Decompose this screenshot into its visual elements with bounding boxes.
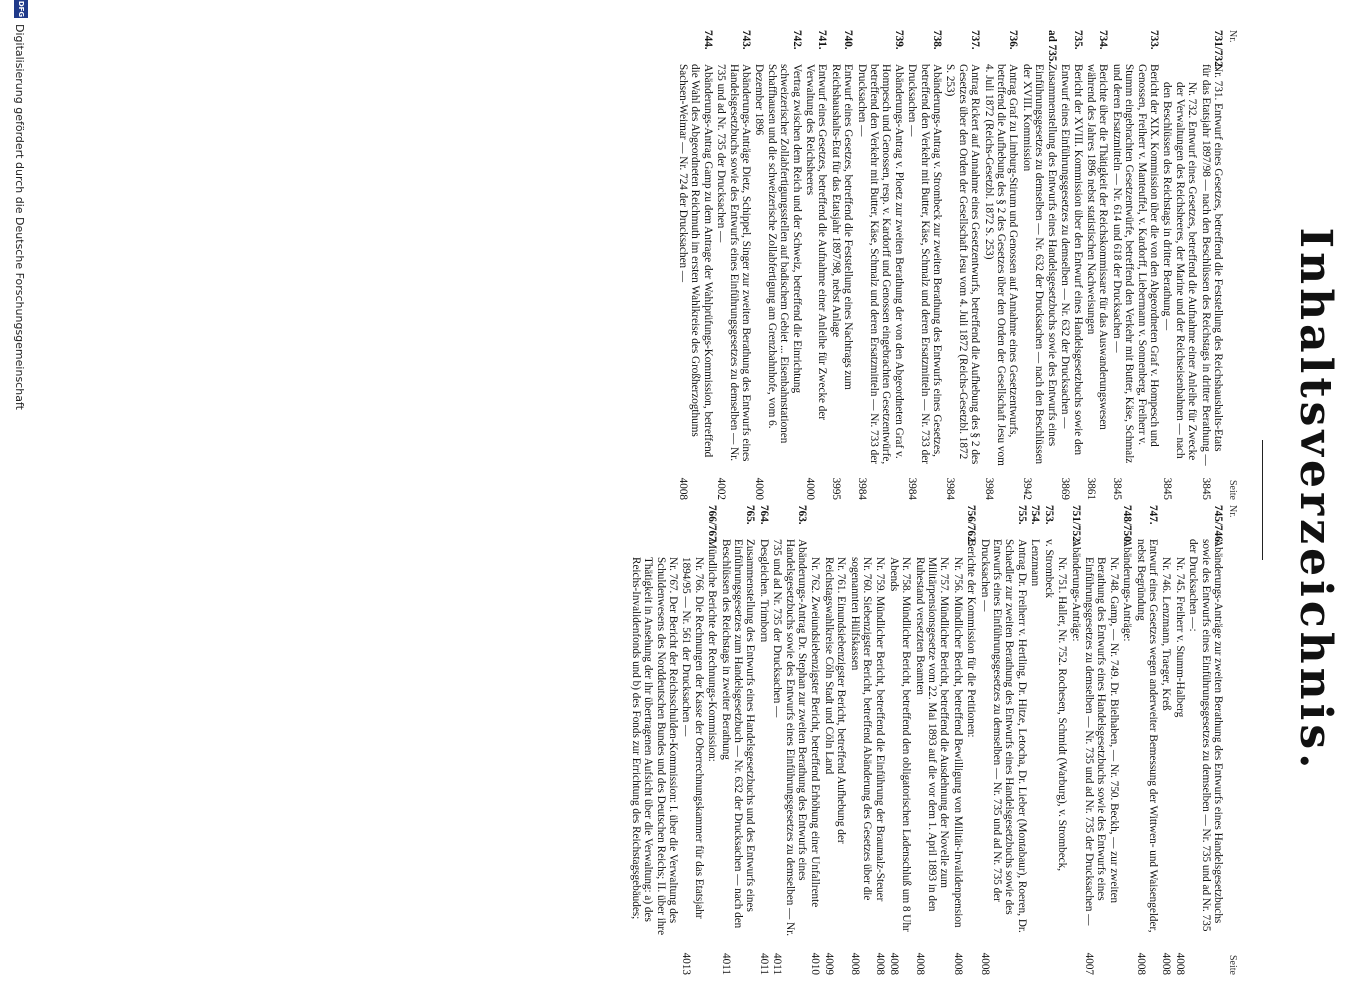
toc-entry bbox=[1059, 30, 1084, 500]
entry-number: 741. bbox=[816, 30, 829, 50]
entry-text: Nr. 759. Mündlicher Bericht, betreffend die Einführung der Braumalz-Steuer bbox=[874, 557, 887, 902]
entry-text: Nr. 757. Mündlicher Bericht, betreffend die Ausdehnung der Novelle zum Militärpensionsgesetze vom 22. Mai 1893 auf die vor dem 1. April 1893 in den Ruhestand versetzten Beamten bbox=[913, 557, 951, 912]
entry-text: Nr. 762. Zweiundsiebenzigster Bericht, betreffend Erhöhung einer Unfallrente bbox=[809, 557, 822, 908]
toc-entry bbox=[1187, 505, 1224, 975]
column-header bbox=[1224, 30, 1238, 500]
dfg-logo: DFG bbox=[14, 0, 28, 18]
entry-page: 4008 bbox=[1173, 952, 1186, 975]
entry-text: Nr. 756. Mündlicher Bericht, betreffend Bewilligung von Militär-Invalidenpension bbox=[951, 557, 964, 928]
entry-number: ad 735. bbox=[1045, 30, 1058, 65]
entry-text: Nr. 731. Entwurf eines Gesetzes, betreffend die Feststellung des Reichshaushalts-Etats für das Etatsjahr 1897/98 — nach den Beschlüssen des Reichstags in dritter Berathung — bbox=[1199, 64, 1224, 466]
entry-page: 3845 bbox=[1199, 477, 1212, 500]
entry-number: 747. bbox=[1146, 505, 1159, 525]
nr-header: Nr. bbox=[1227, 505, 1238, 518]
entry-number: 738. bbox=[931, 30, 944, 50]
entry-text: Zusammenstellung des Entwurfs eines Handelsgesetzbuchs sowie des Entwurfs eines Einführungsgesetzes zu demselben — Nr. 632 der Drucksachen — nach den Beschlüssen der XVIII. Kommission bbox=[1020, 64, 1058, 465]
entry-page: 4008 bbox=[887, 952, 900, 975]
toc-entry bbox=[1056, 505, 1068, 975]
entry-text: Nr. 746. Lenzmann, Traeger, Kreß bbox=[1160, 557, 1173, 711]
entry-page: 3995 bbox=[829, 477, 842, 500]
toc-entry bbox=[629, 505, 679, 975]
entry-number: 742. bbox=[790, 30, 803, 50]
entry-text: Mündliche Berichte der Rechnungs-Kommission: bbox=[706, 539, 719, 762]
entry-number: 740. bbox=[842, 30, 855, 50]
entry-text: Nr. 732. Entwurf eines Gesetzes, betreffend die Aufnahme einer Anleihe für Zwecke der Verwaltungen des Reichsheeres, der Marine und der Reichseisenbahnen — nach den Beschlüssen des Reichstags in dritter Berathung — bbox=[1161, 82, 1199, 461]
title-divider bbox=[1262, 440, 1263, 560]
entry-page: 4010 bbox=[809, 952, 822, 975]
toc-entry bbox=[829, 30, 854, 500]
entry-page: 3845 bbox=[1110, 477, 1123, 500]
entry-page: 4008 bbox=[951, 952, 964, 975]
toc-entry bbox=[1134, 505, 1159, 975]
entry-number: 756/762. bbox=[965, 505, 978, 545]
toc-entry bbox=[757, 505, 769, 975]
entry-number: 739. bbox=[892, 30, 905, 50]
toc-entry bbox=[978, 505, 1028, 975]
toc-entry bbox=[809, 505, 821, 975]
entry-number: 763. bbox=[796, 505, 808, 525]
entry-page: 3984 bbox=[944, 477, 957, 500]
entry-number: 735. bbox=[1071, 30, 1084, 50]
entry-text: v. Strombeck bbox=[1042, 539, 1055, 598]
toc-entry bbox=[1161, 30, 1198, 500]
entry-text: Abänderungs-Antrag Gamp zu dem Antrage der Wahlprüfungs-Kommission, betreffend die Wahl des Abgeordneten Reichmuth im ersten Wahlkreise des Großherzogthums Sachsen-Weimar — Nr. 724 der Drucksachen — bbox=[676, 64, 714, 458]
entry-number: 734. bbox=[1097, 30, 1110, 50]
toc-entry bbox=[715, 30, 752, 500]
toc-entry bbox=[1042, 505, 1054, 975]
credit-text: Digitalisierung gefördert durch die Deutsche Forschungsgemeinschaft bbox=[13, 24, 26, 410]
entry-number: 765. bbox=[744, 505, 757, 525]
entry-number: 737. bbox=[969, 30, 982, 50]
entry-text: Entwurf eines Gesetzes, betreffend die Feststellung eines Nachtrags zum Reichshaushalts-Etat für das Etatsjahr 1897/98, nebst Anlage bbox=[829, 64, 855, 390]
entry-text: Antrag Rickert auf Annahme eines Gesetzentwurfs, betreffend die Aufhebung des § 2 des Gesetzes über den Orden der Gesellschaft Jesu vom 4. Juli 1872 (Reichs-Gesetzbl. 1872 S. 253) bbox=[944, 64, 982, 465]
entry-page: 4008 bbox=[1160, 952, 1173, 975]
entry-text: Nr. 745. Freiherr v. Stumm-Halberg bbox=[1173, 557, 1186, 718]
entry-number: 744. bbox=[701, 30, 714, 50]
toc-entry bbox=[771, 505, 808, 975]
toc-entry bbox=[804, 30, 829, 500]
toc-entry bbox=[1021, 30, 1058, 500]
entry-text: Antrag Graf zu Limburg-Stirum und Genossen auf Annahme eines Gesetzentwurfs, betreffend die Aufhebung des § 2 des Gesetzes über den Orden der Gesellschaft Jesu vom 4. Juli 1872 (Reichs-Gesetzbl. 1872 S. 253) bbox=[982, 64, 1020, 466]
entry-text: Bericht der XIX. Kommission über die von den Abgeordneten Graf v. Hompesch und Genossen, Freiherr v. Manteuffel, v. Kardorff, Liebermann v. Sonnenberg, Freiherr v. Stumm eingebrachten Gesetzentwürfe, betreffend den Verkehr mit Butter, Käse, Schmalz und deren Ersatzmitteln — Nr. 614 und 618 der Drucksachen — bbox=[1110, 64, 1160, 464]
entry-text: Vertrag zwischen dem Reich und der Schweiz, betreffend die Einrichtung schweizerischer Zollabfertigungsstellen auf badischem Gebiet ... Eisenbahnstationen Schaffhausen und die schweizerische Zollabfertigung am Grenzbahnhofe, vom 6. Dezember 1896 bbox=[753, 64, 803, 444]
toc-entry bbox=[677, 30, 714, 500]
entry-text: Abänderungs-Anträge: bbox=[1069, 539, 1082, 642]
entry-page: 4008 bbox=[978, 952, 991, 975]
toc-entry bbox=[680, 505, 705, 975]
entry-text: Abänderungs-Anträge: bbox=[1121, 539, 1134, 642]
entry-text: Nr. 758. Mündlicher Bericht, betreffend den obligatorischen Ladenschluß um 8 Uhr Abends bbox=[887, 557, 913, 932]
entry-page: 3861 bbox=[1084, 477, 1097, 500]
toc-entry bbox=[874, 505, 886, 975]
toc-entry bbox=[706, 505, 718, 975]
entry-number: 766/767. bbox=[706, 505, 719, 545]
toc-entry bbox=[822, 505, 847, 975]
toc-entry bbox=[848, 505, 873, 975]
toc-entry bbox=[855, 30, 905, 500]
entry-text: Lenzmann bbox=[1029, 539, 1042, 587]
entry-page: 4011 bbox=[719, 953, 732, 975]
entry-text: Nr. 748. Gamp, — Nr. 749. Dr. Bielhaben, — Nr. 750. Beckh, — zur zweiten Berathung des Entwurfs eines Handelsgesetzbuchs sowie des Entwurfs eines Einführungsgesetzes zu demselben — Nr. 735 und ad Nr. 735 der Drucksachen — bbox=[1082, 557, 1120, 926]
toc-entry bbox=[951, 505, 963, 975]
entry-text: Entwurf eines Gesetzes wegen anderweiter Bemessung der Wittwen- und Waisengelder, nebst Begründung bbox=[1134, 539, 1159, 933]
entry-number: 753. bbox=[1042, 505, 1055, 525]
entry-text: Nr. 760. Siebenzigster Bericht, betreffend Abänderung des Gesetzes über die sogenannten Hülfskassen bbox=[848, 557, 874, 901]
entry-number: 733. bbox=[1147, 30, 1160, 50]
entry-page: 3869 bbox=[1059, 477, 1072, 500]
entry-text: Entwurf eines Gesetzes, betreffend die Aufnahme einer Anleihe für Zwecke der Verwaltung des Reichsheeres bbox=[804, 64, 829, 421]
toc-entry bbox=[1110, 30, 1160, 500]
entry-number: 745/746. bbox=[1212, 505, 1224, 545]
entry-page: 4008 bbox=[874, 952, 887, 975]
toc-entry bbox=[1069, 505, 1081, 975]
entry-page: 4007 bbox=[1082, 952, 1095, 975]
left-entries bbox=[677, 30, 1224, 500]
entry-text: Abänderungs-Antrag Dr. Stephan zur zweiten Berathung des Entwurfs eines Handelsgesetzbuchs sowie des Entwurfs eines Einführungsgesetzes zu demselben — Nr. 735 und ad Nr. 735 der Drucksachen — bbox=[771, 539, 808, 937]
entry-text: Abänderungs-Anträge Dietz, Schippel, Singer zur zweiten Berathung des Entwurfs eines Handelsgesetzbuchs sowie des Entwurfs eines Einführungsgesetzes zu demselben — Nr. 735 und ad Nr. 735 der Drucksachen — bbox=[715, 64, 752, 462]
entry-page: 3942 bbox=[1020, 477, 1033, 500]
entry-text: Nr. 766. Die Rechnungen der Kasse der Oberrechnungskammer für das Etatsjahr 1894/95 — Nr. 561 der Drucksachen — bbox=[680, 557, 705, 919]
toc-entry bbox=[906, 30, 943, 500]
entry-page: 4008 bbox=[913, 952, 926, 975]
seite-header: Seite bbox=[1227, 955, 1238, 975]
toc-entry bbox=[1083, 505, 1120, 975]
footer bbox=[2, 0, 32, 1000]
toc-entry bbox=[965, 505, 977, 975]
toc-entry bbox=[719, 505, 756, 975]
entry-text: Abänderungs-Antrag v. Strombeck zur zweiten Berathung des Entwurfs eines Gesetzes, betreffend den Verkehr mit Butter, Käse, Schmalz und deren Ersatzmitteln — Nr. 733 der Drucksachen — bbox=[906, 64, 944, 464]
entry-page: 4000 bbox=[753, 477, 766, 500]
entry-number: 748/750. bbox=[1121, 505, 1134, 545]
entry-text: Nr. 761. Einundsiebenzigster Bericht, betreffend Aufhebung der Reichstagswahlkreise Cöln Stadt und Cöln Land bbox=[822, 557, 848, 844]
entry-text: Berichte der Kommission für die Petitionen: bbox=[965, 539, 978, 738]
toc-entry bbox=[1173, 505, 1185, 975]
entry-page: 4002 bbox=[715, 477, 728, 500]
entry-number: 754. bbox=[1029, 505, 1042, 525]
toc-entry bbox=[1121, 505, 1133, 975]
entry-text: Abänderungs-Anträge zur zweiten Berathung des Entwurfs eines Handelsgesetzbuchs sowie des Entwurfs eines Einführungsgesetzes zu demselben — Nr. 735 und ad Nr. 735 der Drucksachen —: bbox=[1187, 539, 1224, 932]
toc-entry bbox=[1199, 30, 1224, 500]
entry-number: 736. bbox=[1007, 30, 1020, 50]
toc-entry bbox=[982, 30, 1019, 500]
toc-entry bbox=[913, 505, 950, 975]
entry-number: 764. bbox=[757, 505, 770, 525]
entry-page: 3984 bbox=[982, 477, 995, 500]
seite-header: Seite bbox=[1227, 480, 1238, 500]
entry-page: 3845 bbox=[1161, 477, 1174, 500]
nr-header: Nr. bbox=[1227, 30, 1238, 43]
toc-entry bbox=[887, 505, 912, 975]
entry-page: 4011 bbox=[771, 953, 784, 975]
entry-page: 4008 bbox=[848, 952, 861, 975]
entry-page: 4008 bbox=[1134, 952, 1147, 975]
entry-text: Zusammenstellung des Entwurfs eines Handelsgesetzbuchs und des Entwurfs eines Einführungsgesetzes zum Handelsgesetzbuch — Nr. 632 der Drucksachen — nach den Beschlüssen des Reichstags in zweiter Berathung bbox=[719, 539, 757, 929]
entry-number: 755. bbox=[1015, 505, 1028, 525]
entry-text: Antrag Dr. Freiherr v. Hertling, Dr. Hitze, Letocha, Dr. Lieber (Montabaur), Roeren, Dr. Schaedler zur zweiten Berathung des Entwurfs eines Handelsgesetzbuchs sowie des Entwurfs eines Einführungsgesetzes zu demselben — Nr. 735 und ad Nr. 735 der Drucksachen — bbox=[978, 539, 1028, 933]
toc-entry bbox=[1085, 30, 1110, 500]
entry-text: Nr. 751. Haller, Nr. 752. Rochesen, Schmidt (Warburg), v. Strombeck, bbox=[1056, 557, 1069, 872]
right-column bbox=[628, 505, 1238, 975]
column-header bbox=[1224, 505, 1238, 975]
entry-page: 4008 bbox=[676, 477, 689, 500]
entry-text: Desgleichen. Trimborn bbox=[757, 539, 770, 643]
toc-entry bbox=[753, 30, 803, 500]
left-column bbox=[676, 30, 1238, 500]
entry-page: 4000 bbox=[804, 477, 816, 500]
entry-page: 4013 bbox=[680, 952, 693, 975]
entry-page: 4011 bbox=[757, 953, 770, 975]
entry-number: 731/732. bbox=[1212, 30, 1224, 70]
entry-page: 3984 bbox=[855, 477, 868, 500]
page-title: Inhaltsverzeichnis. bbox=[1290, 227, 1341, 773]
toc-entry bbox=[944, 30, 981, 500]
entry-page: 4009 bbox=[822, 952, 835, 975]
entry-text: Bericht der XVIII. Kommission über den Entwurf eines Handelsgesetzbuchs sowie den Entwurf eines Einführungsgesetzes zu demselben — Nr. 632 der Drucksachen — bbox=[1059, 64, 1084, 456]
entry-text: Berichte über die Thätigkeit der Reichskommissare für das Auswanderungswesen während des Jahres 1896 nebst statistischen Nachweisungen bbox=[1084, 64, 1110, 430]
entry-number: 751/752. bbox=[1069, 505, 1082, 545]
toc-entry bbox=[1029, 505, 1041, 975]
entry-page: 3984 bbox=[906, 477, 919, 500]
right-entries bbox=[629, 505, 1224, 975]
entry-text: Nr. 767. Der Bericht der Reichsschulden-Kommission: I. über die Verwaltung des Schuldenwesens des Norddeutschen Bundes und des Deutschen Reichs; II. über ihre Thätigkeit in Ansehung der ihr übertragenen Aufsicht über die Verwaltung: a) des Reichs-Invalidenfonds und b) des Fonds zur Errichtung des Reichstagsgebäudes; bbox=[629, 557, 679, 936]
entry-number: 743. bbox=[739, 30, 752, 50]
toc-entry bbox=[1160, 505, 1172, 975]
entry-text: Abänderungs-Antrag v. Ploetz zur zweiten Berathung der von den Abgeordneten Graf v. Hompesch und Genossen, resp. v. Kardorff und Genossen eingebrachten Gesetzentwürfe, betreffend den Verkehr mit Butter, Käse, Schmalz und deren Ersatzmitteln — Nr. 733 der Drucksachen — bbox=[855, 64, 905, 465]
